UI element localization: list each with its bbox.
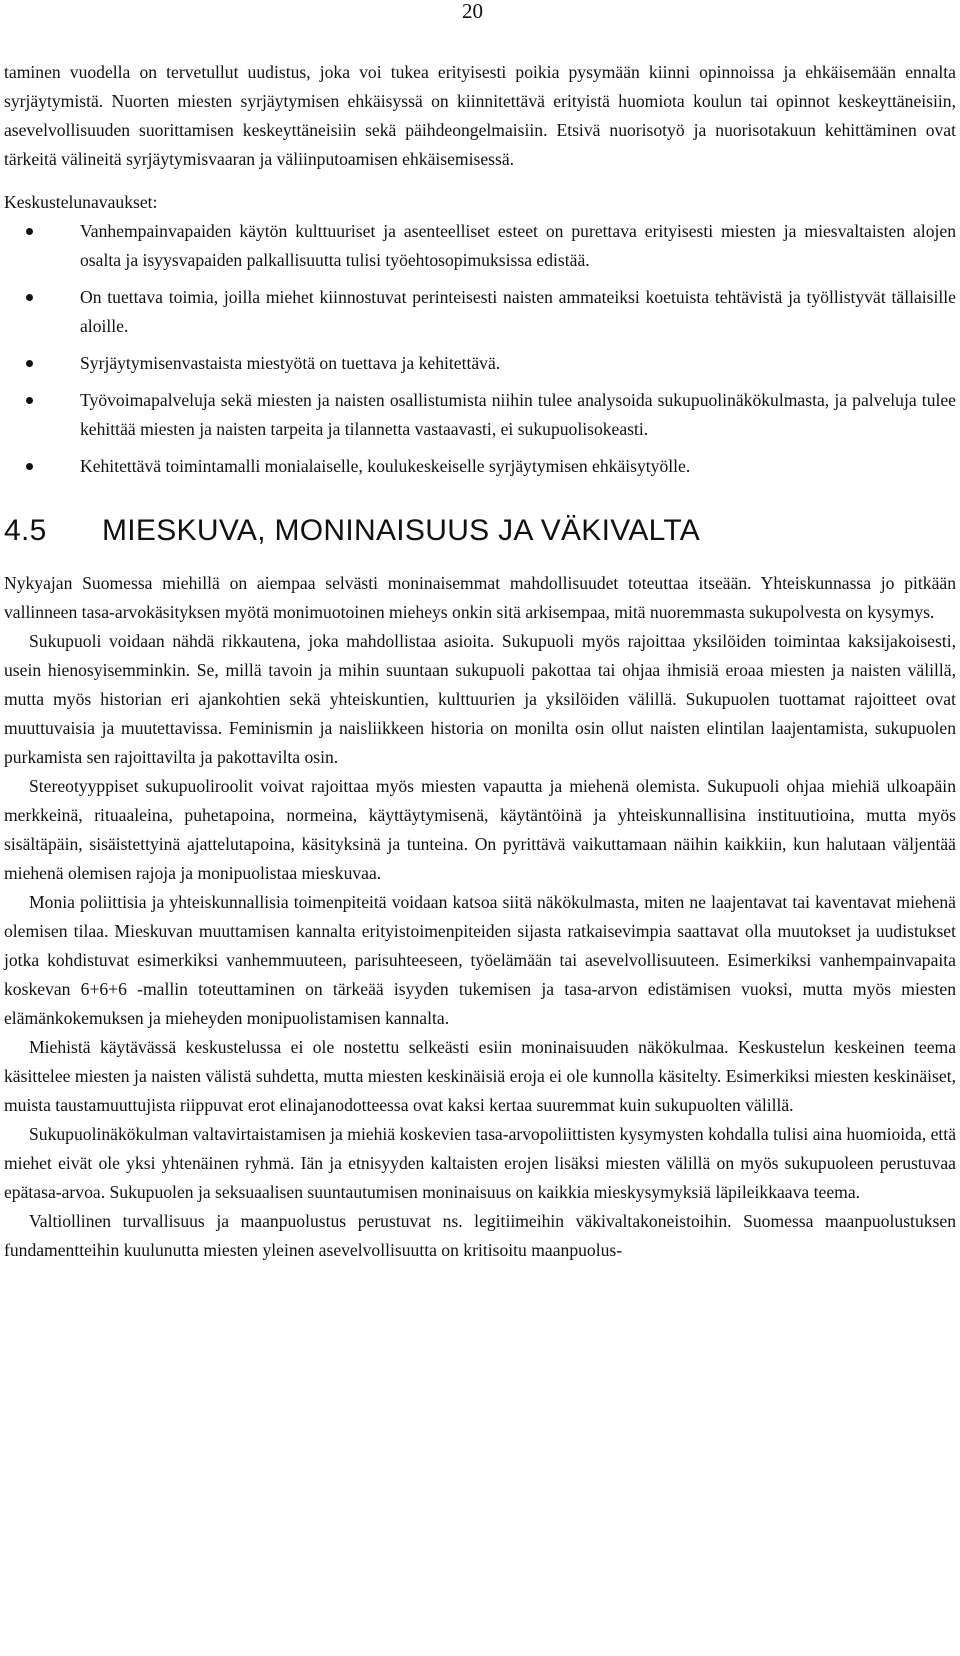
list-item <box>4 217 956 275</box>
section-heading <box>4 511 956 551</box>
list-item <box>4 283 956 341</box>
section-paragraph: Sukupuoli voidaan nähdä rikkautena, joka mahdollistaa asioita. Sukupuoli myös rajoittaa yksilöiden toimintaa kaksijakoisesti, usein hienosyisemminkin. Se, millä tavoin ja mihin suuntaan sukupuoli pakottaa tai ohjaa ihmisiä eroaa miesten ja naisten välillä, mutta myös historian eri ajankohtien sekä yhteiskuntien, kulttuurien ja yksilöiden välillä. Sukupuolen tuottamat rajoitteet ovat muuttuvaisia ja muutettavissa. Feminismin ja naisliikkeen historia on monilta osin ollut naisten elintilan laajentamista, sukupuolen purkamista sen rajoittavilta ja pakottavilta osin. <box>4 631 956 767</box>
section-paragraph: Valtiollinen turvallisuus ja maanpuolustus perustuvat ns. legitiimeihin väkivaltakoneistoihin. Suomessa maanpuolustuksen fundamentteihin kuulunutta miesten yleinen asevelvollisuutta on kritisoitu maanpuolus- <box>4 1211 956 1260</box>
bullet-icon <box>26 360 33 367</box>
bullet-icon <box>26 228 33 235</box>
discussion-list <box>4 217 956 481</box>
list-item <box>4 386 956 444</box>
section-paragraph: Stereotyyppiset sukupuoliroolit voivat rajoittaa myös miesten vapautta ja miehenä olemista. Sukupuoli ohjaa miehiä ulkoapäin merkkeinä, rituaaleina, puhetapoina, normeina, käyttäytymisenä, käytäntöinä ja yhteiskunnallisina instituutioina, mutta myös sisältäpäin, sisäistettyinä ajattelutapoina, käsityksinä ja tunteina. On pyrittävä vaikuttamaan näihin kaikkiin, kun halutaan väljentää miehenä olemisen rajoja ja monipuolistaa mieskuvaa. <box>4 776 956 883</box>
list-item-text: Vanhempainvapaiden käytön kulttuuriset ja asenteelliset esteet on purettava erityisesti miesten ja miesvaltaisten alojen osalta ja isyysvapaiden palkallisuutta tulisi työehtosopimuksissa edistää. <box>80 221 956 270</box>
list-item-text: On tuettava toimia, joilla miehet kiinnostuvat perinteisesti naisten ammateiksi koetuista tehtävistä ja työllistyvät tällaisille aloille. <box>80 287 956 336</box>
list-item <box>4 349 956 378</box>
document-body <box>4 58 956 1265</box>
section-paragraph: Sukupuolinäkökulman valtavirtaistamisen ja miehiä koskevien tasa-arvopoliittisten kysymysten kohdalla tulisi aina huomioida, että miehet eivät ole yksi yhtenäinen ryhmä. Iän ja etnisyyden kaltaisten erojen lisäksi miesten välillä on myös sukupuoleen perustuvaa epätasa-arvoa. Sukupuolen ja seksuaalisen suuntautumisen moninaisuus on kaikkia mieskysymyksiä läpileikkaava teema. <box>4 1124 956 1202</box>
section-number: 4.5 <box>4 514 47 547</box>
section-title: MIESKUVA, MONINAISUUS JA VÄKIVALTA <box>102 514 701 547</box>
bullet-icon <box>26 463 33 470</box>
section-paragraph: Miehistä käytävässä keskustelussa ei ole nostettu selkeästi esiin moninaisuuden näkökulmaa. Keskustelun keskeinen teema käsittelee miesten ja naisten välistä suhdetta, mutta miesten keskinäisiä eroja ei ole kunnolla käsitelty. Esimerkiksi miesten keskinäiset, muista taustamuuttujista riippuvat erot elinajanodotteessa ovat kaksi kertaa suuremmat kuin sukupuolten välillä. <box>4 1037 956 1115</box>
list-item-text: Syrjäytymisenvastaista miestyötä on tuettava ja kehitettävä. <box>80 353 501 373</box>
discussion-label: Keskustelunavaukset: <box>4 192 158 212</box>
list-item-text: Työvoimapalveluja sekä miesten ja naisten osallistumista niihin tulee analysoida sukupuolinäkökulmasta, ja palveluja tulee kehittää miesten ja naisten tarpeita ja tilannetta vastaavasti, ei sukupuolisokeasti. <box>80 390 956 439</box>
page-number: 20 <box>462 0 483 23</box>
list-item <box>4 452 956 481</box>
list-item-text: Kehitettävä toimintamalli monialaiselle, koulukeskeiselle syrjäytymisen ehkäisytyölle. <box>80 456 691 476</box>
section-paragraph: Nykyajan Suomessa miehillä on aiempaa selvästi moninaisemmat mahdollisuudet toteuttaa itseään. Yhteiskunnassa jo pitkään vallinneen tasa-arvokäsityksen myötä monimuotoinen mieheys onkin sitä arkisempaa, mitä nuoremmasta sukupolvesta on kysymys. <box>4 573 956 622</box>
bullet-icon <box>26 397 33 404</box>
intro-paragraph: taminen vuodella on tervetullut uudistus, joka voi tukea erityisesti poikia pysymään kiinni opinnoissa ja ehkäisemään ennalta syrjäytymistä. Nuorten miesten syrjäytymisen ehkäisyssä on kiinnitettävä erityistä huomiota koulun tai opinnot keskeyttäneisiin, asevelvollisuuden suorittamisen keskeyttäneisiin sekä päihdeongelmaisiin. Etsivä nuorisotyö ja nuorisotakuun kehittäminen ovat tärkeitä välineitä syrjäytymisvaaran ja väliinputoamisen ehkäisemisessä. <box>4 62 956 169</box>
section-paragraph: Monia poliittisia ja yhteiskunnallisia toimenpiteitä voidaan katsoa siitä näkökulmasta, miten ne laajentavat tai kaventavat miehenä olemisen tilaa. Mieskuvan muuttamisen kannalta erityistoimenpiteiden sijasta ratkaisevimpia saattavat olla muutokset ja uudistukset jotka kohdistuvat esimerkiksi vanhemmuuteen, parisuhteeseen, työelämään tai asevelvollisuuteen. Esimerkiksi vanhempainvapaita koskevan 6+6+6 -mallin toteuttaminen on tärkeää isyyden tukemisen ja tasa-arvon edistämisen vuoksi, mutta myös miesten elämänkokemuksen ja mieheyden monipuolistamisen kannalta. <box>4 892 956 1028</box>
bullet-icon <box>26 294 33 301</box>
